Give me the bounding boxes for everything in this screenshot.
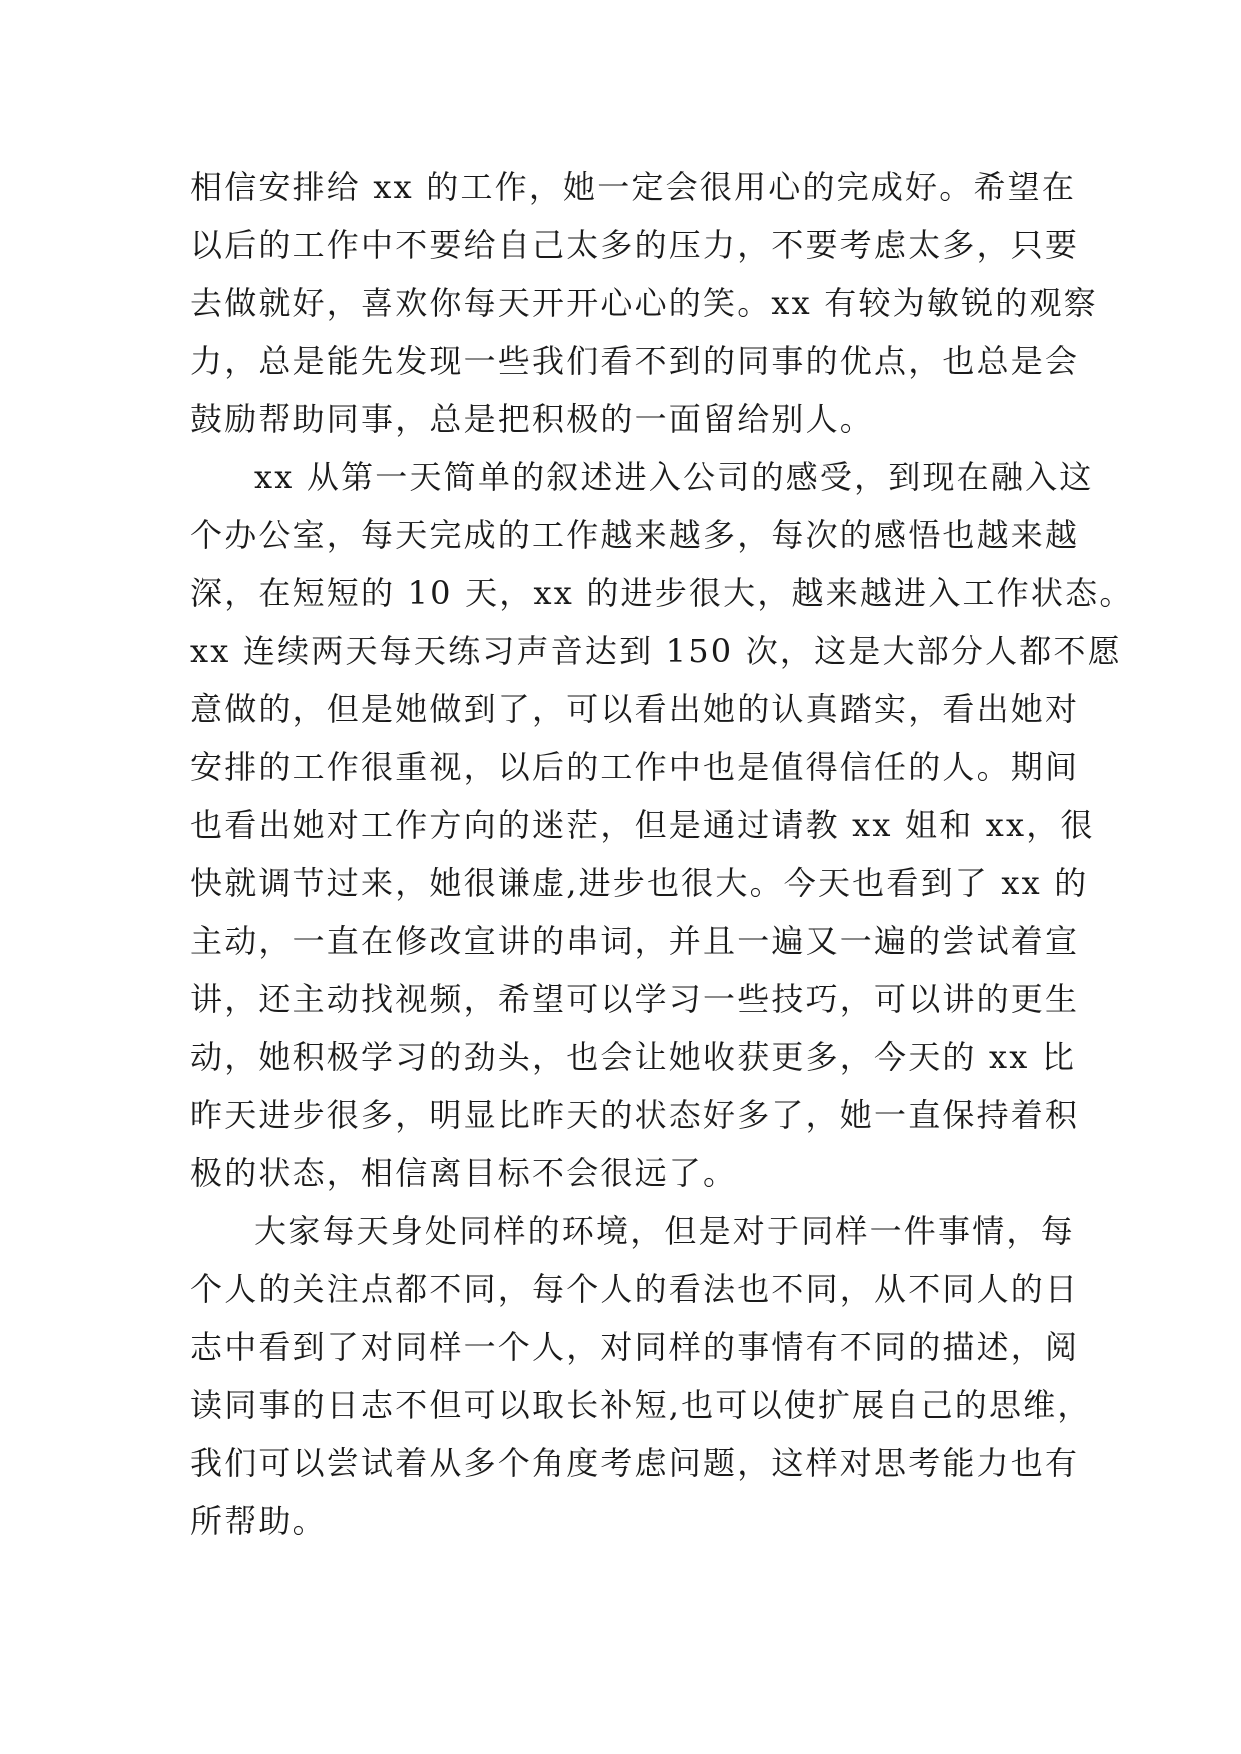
text-line: 所帮助。 xyxy=(190,1502,327,1540)
text-line: 志中看到了对同样一个人，对同样的事情有不同的描述，阅 xyxy=(190,1328,1080,1366)
text-line: 大家每天身处同样的环境，但是对于同样一件事情，每 xyxy=(254,1212,1075,1250)
text-line: 主动，一直在修改宣讲的串词，并且一遍又一遍的尝试着宣 xyxy=(190,922,1080,960)
text-line: 意做的，但是她做到了，可以看出她的认真踏实，看出她对 xyxy=(190,690,1080,728)
paragraph-1 xyxy=(190,158,1098,448)
text-line: xx 连续两天每天练习声音达到 150 次，这是大部分人都不愿 xyxy=(190,632,1122,670)
document-body xyxy=(190,158,1134,1550)
text-line: xx 从第一天简单的叙述进入公司的感受，到现在融入这 xyxy=(254,458,1094,496)
text-line: 个人的关注点都不同，每个人的看法也不同，从不同人的日 xyxy=(190,1270,1080,1308)
text-line: 相信安排给 xx 的工作，她一定会很用心的完成好。希望在 xyxy=(190,168,1077,206)
text-line: 个办公室，每天完成的工作越来越多，每次的感悟也越来越 xyxy=(190,516,1080,554)
text-line: 极的状态，相信离目标不会很远了。 xyxy=(190,1154,738,1192)
text-line: 以后的工作中不要给自己太多的压力，不要考虑太多，只要 xyxy=(190,226,1080,264)
text-line: 力，总是能先发现一些我们看不到的同事的优点，也总是会 xyxy=(190,342,1080,380)
text-line: 读同事的日志不但可以取长补短,也可以使扩展自己的思维， xyxy=(190,1386,1092,1424)
paragraph-3 xyxy=(190,1202,1092,1550)
text-line: 也看出她对工作方向的迷茫，但是通过请教 xx 姐和 xx，很 xyxy=(190,806,1095,844)
text-line: 去做就好，喜欢你每天开开心心的笑。xx 有较为敏锐的观察 xyxy=(190,284,1098,322)
text-line: 讲，还主动找视频，希望可以学习一些技巧，可以讲的更生 xyxy=(190,980,1080,1018)
text-line: 我们可以尝试着从多个角度考虑问题，这样对思考能力也有 xyxy=(190,1444,1080,1482)
paragraph-2 xyxy=(190,448,1134,1202)
text-line: 快就调节过来，她很谦虚,进步也很大。今天也看到了 xx 的 xyxy=(190,864,1089,902)
text-line: 安排的工作很重视，以后的工作中也是值得信任的人。期间 xyxy=(190,748,1080,786)
text-line: 昨天进步很多，明显比昨天的状态好多了，她一直保持着积 xyxy=(190,1096,1080,1134)
text-line: 深，在短短的 10 天，xx 的进步很大，越来越进入工作状态。 xyxy=(190,574,1134,612)
text-line: 动，她积极学习的劲头，也会让她收获更多，今天的 xx 比 xyxy=(190,1038,1077,1076)
text-line: 鼓励帮助同事，总是把积极的一面留给别人。 xyxy=(190,400,875,438)
